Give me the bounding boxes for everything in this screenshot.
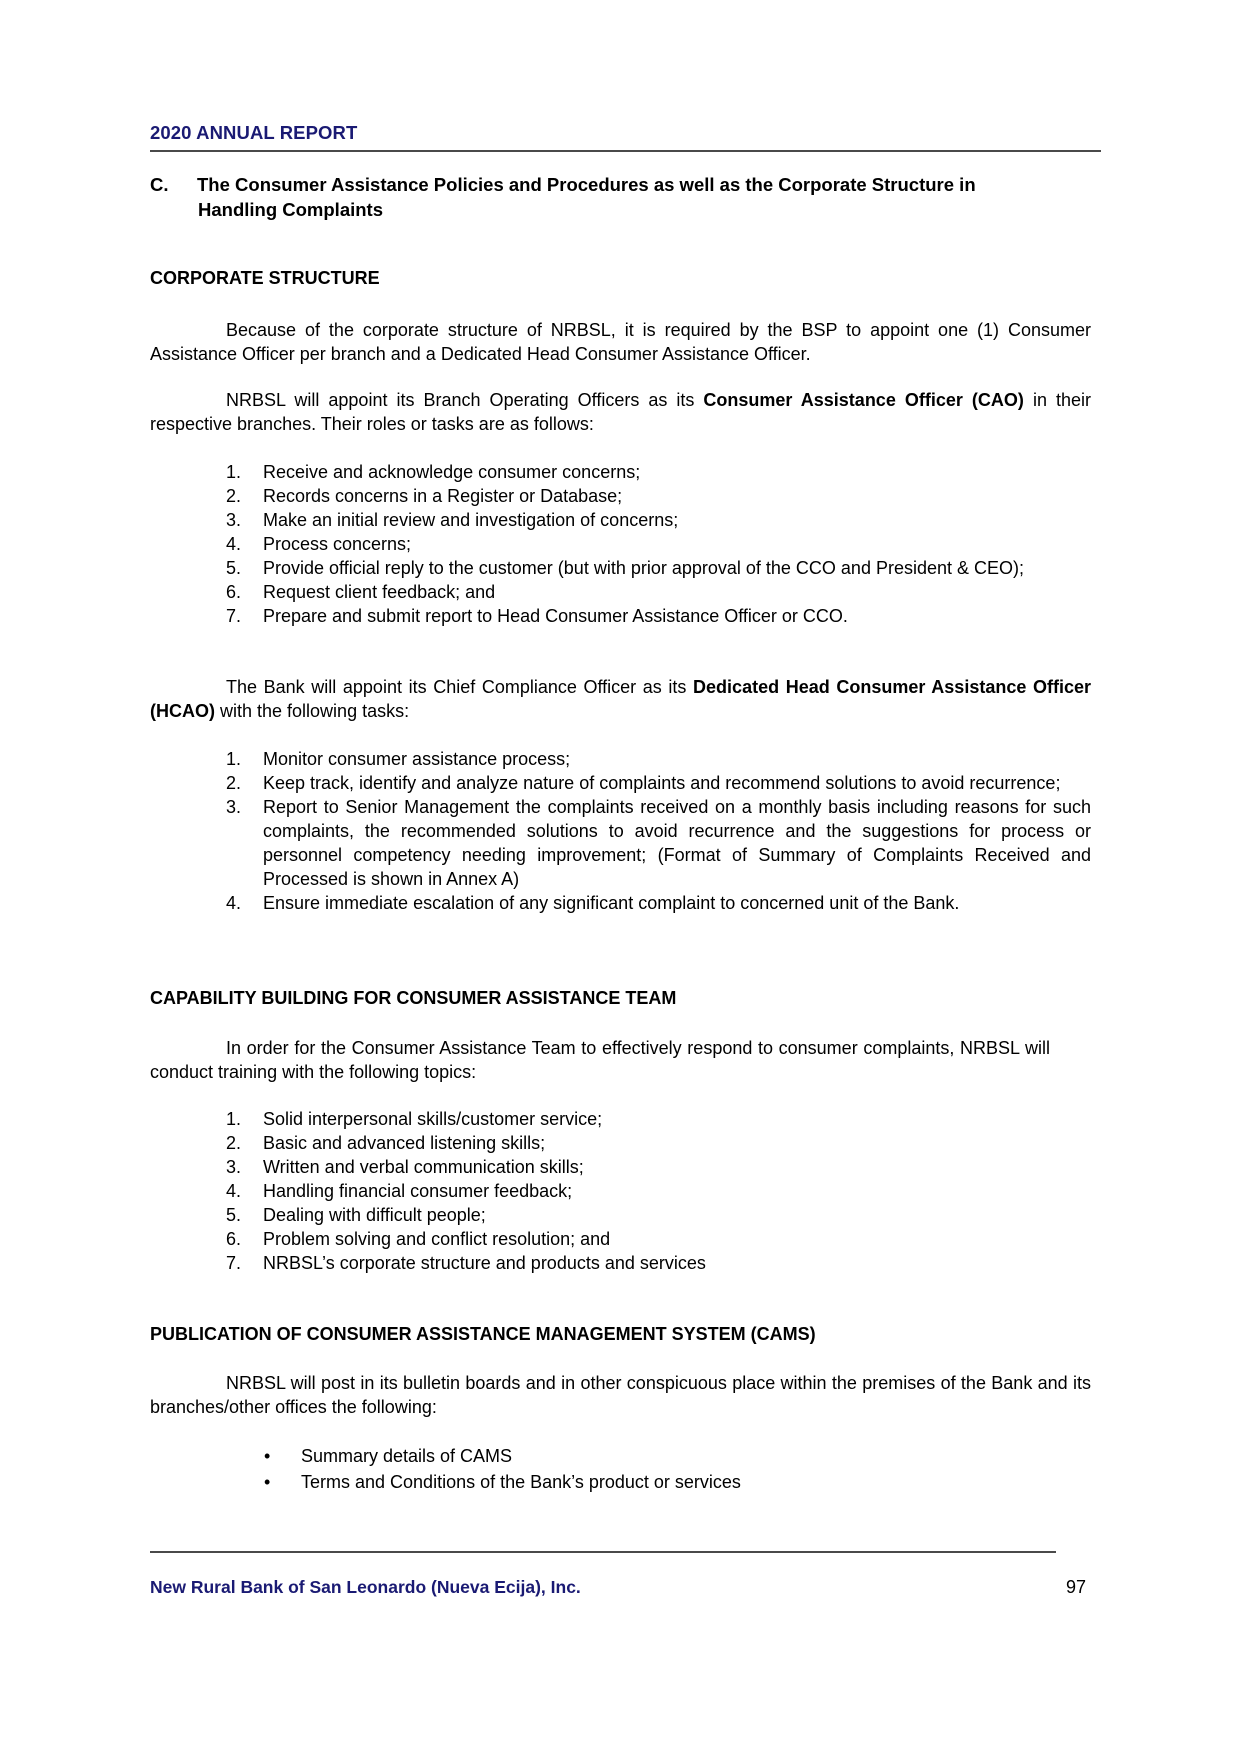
section-title-line1: The Consumer Assistance Policies and Procedures as well as the Corporate Structure in [197, 174, 976, 195]
list-item [150, 1203, 1091, 1227]
report-header-title: 2020 ANNUAL REPORT [150, 122, 358, 143]
paragraph-text: with the following tasks: [215, 701, 410, 721]
list-number: 3. [226, 797, 242, 817]
list-item-text: Solid interpersonal skills/customer service; [263, 1109, 603, 1129]
list-number: 2. [226, 773, 242, 793]
list-number: 1. [226, 1109, 242, 1129]
list-item [150, 532, 1091, 556]
list-item-text: Records concerns in a Register or Database; [263, 486, 623, 506]
list-item-text: Dealing with difficult people; [263, 1205, 486, 1225]
capability-building-paragraph [150, 1036, 1050, 1084]
list-item [150, 1131, 1091, 1155]
list-item [150, 891, 1091, 915]
footer-divider [150, 1551, 1056, 1553]
paragraph-text: The Bank will appoint its Chief Compliance Officer as its [226, 677, 694, 697]
list-number: 7. [226, 606, 242, 626]
list-item-text: Report to Senior Management the complaints received on a monthly basis including reasons for such complaints, the recommended solutions to avoid recurrence and the suggestions for process or personnel competency needing improvement; (Format of Summary of Complaints Received and Processed is shown in Annex A) [263, 797, 1091, 889]
list-item-text: Written and verbal communication skills; [263, 1157, 584, 1177]
footer-company-name: New Rural Bank of San Leonardo (Nueva Ecija), Inc. [150, 1577, 581, 1597]
list-item [150, 1155, 1091, 1179]
hcao-term: Dedicated Head Consumer Assistance Officer (HCAO) [150, 677, 1091, 721]
paragraph-text: In order for the Consumer Assistance Team to effectively respond to consumer complaints, NRBSL will conduct training with the following topics: [150, 1038, 1050, 1082]
list-item-text: Provide official reply to the customer (but with prior approval of the CCO and President & CEO); [263, 558, 1025, 578]
paragraph-text: NRBSL will post in its bulletin boards and in other conspicuous place within the premises of the Bank and its branches/other offices the following: [150, 1373, 1091, 1417]
list-number: 5. [226, 1205, 242, 1225]
paragraph-text [963, 390, 972, 410]
list-item [150, 747, 1091, 771]
hcao-paragraph [150, 675, 1091, 723]
list-item-text: Make an initial review and investigation of concerns; [263, 510, 679, 530]
list-number: 6. [226, 1229, 242, 1249]
section-letter: C. [150, 174, 169, 195]
list-item [150, 1251, 1091, 1275]
list-item [150, 1469, 1091, 1495]
list-item [150, 1227, 1091, 1251]
list-item-text: Monitor consumer assistance process; [263, 749, 571, 769]
list-item [150, 556, 1091, 580]
cao-task-list [150, 460, 1091, 628]
list-item [150, 795, 1091, 891]
list-item-text: Prepare and submit report to Head Consumer Assistance Officer or CCO. [263, 606, 848, 626]
section-heading [150, 172, 1100, 222]
page-number: 97 [1066, 1577, 1087, 1597]
list-number: 4. [226, 1181, 242, 1201]
cao-abbrev: (CAO) [971, 390, 1024, 410]
list-item-text: Basic and advanced listening skills; [263, 1133, 546, 1153]
list-item-text: Request client feedback; and [263, 582, 496, 602]
list-number: 2. [226, 1133, 242, 1153]
hcao-task-list [150, 747, 1091, 915]
list-number: 1. [226, 462, 242, 482]
publication-items-list [150, 1443, 1091, 1495]
list-number: 4. [226, 534, 242, 554]
list-item-text: Summary details of CAMS [301, 1446, 513, 1466]
list-item-text: Problem solving and conflict resolution; and [263, 1229, 611, 1249]
paragraph-text: Because of the corporate structure of NRBSL, it is required by the BSP to appoint one (1) Consumer Assistance Officer per branch and a Dedicated Head Consumer Assistance Officer. [150, 320, 1091, 364]
corporate-structure-paragraph-1 [150, 318, 1091, 366]
cao-term: Consumer Assistance Officer [703, 390, 963, 410]
bullet-icon: • [264, 1472, 271, 1492]
list-item [150, 1443, 1091, 1469]
paragraph-text: NRBSL will appoint its Branch Operating Officers as its [226, 390, 704, 410]
corporate-structure-heading: CORPORATE STRUCTURE [150, 268, 380, 288]
list-item-text: Keep track, identify and analyze nature of complaints and recommend solutions to avoid recurrence; [263, 773, 1061, 793]
list-item [150, 604, 1091, 628]
list-number: 3. [226, 1157, 242, 1177]
list-number: 2. [226, 486, 242, 506]
header-divider [150, 150, 1101, 152]
list-item-text: Terms and Conditions of the Bank’s product or services [301, 1472, 741, 1492]
paragraph-text: in their respective branches. Their roles or tasks are as follows: [150, 390, 1091, 434]
publication-paragraph [150, 1371, 1091, 1419]
list-number: 3. [226, 510, 242, 530]
list-item [150, 771, 1091, 795]
list-item [150, 1179, 1091, 1203]
list-number: 5. [226, 558, 242, 578]
list-item [150, 460, 1091, 484]
training-topics-list [150, 1107, 1091, 1275]
list-number: 6. [226, 582, 242, 602]
publication-heading: PUBLICATION OF CONSUMER ASSISTANCE MANAGEMENT SYSTEM (CAMS) [150, 1324, 816, 1344]
list-number: 7. [226, 1253, 242, 1273]
list-item [150, 1107, 1091, 1131]
list-number: 1. [226, 749, 242, 769]
list-item-text: Receive and acknowledge consumer concerns; [263, 462, 641, 482]
section-title-line2: Handling Complaints [198, 199, 383, 220]
list-item [150, 580, 1091, 604]
list-item-text: NRBSL’s corporate structure and products and services [263, 1253, 706, 1273]
bullet-icon: • [264, 1446, 271, 1466]
list-item [150, 484, 1091, 508]
corporate-structure-paragraph-2 [150, 388, 1091, 436]
list-item-text: Ensure immediate escalation of any significant complaint to concerned unit of the Bank. [263, 893, 960, 913]
list-item [150, 508, 1091, 532]
list-item-text: Process concerns; [263, 534, 412, 554]
list-item-text: Handling financial consumer feedback; [263, 1181, 573, 1201]
capability-building-heading: CAPABILITY BUILDING FOR CONSUMER ASSISTANCE TEAM [150, 988, 677, 1008]
list-number: 4. [226, 893, 242, 913]
